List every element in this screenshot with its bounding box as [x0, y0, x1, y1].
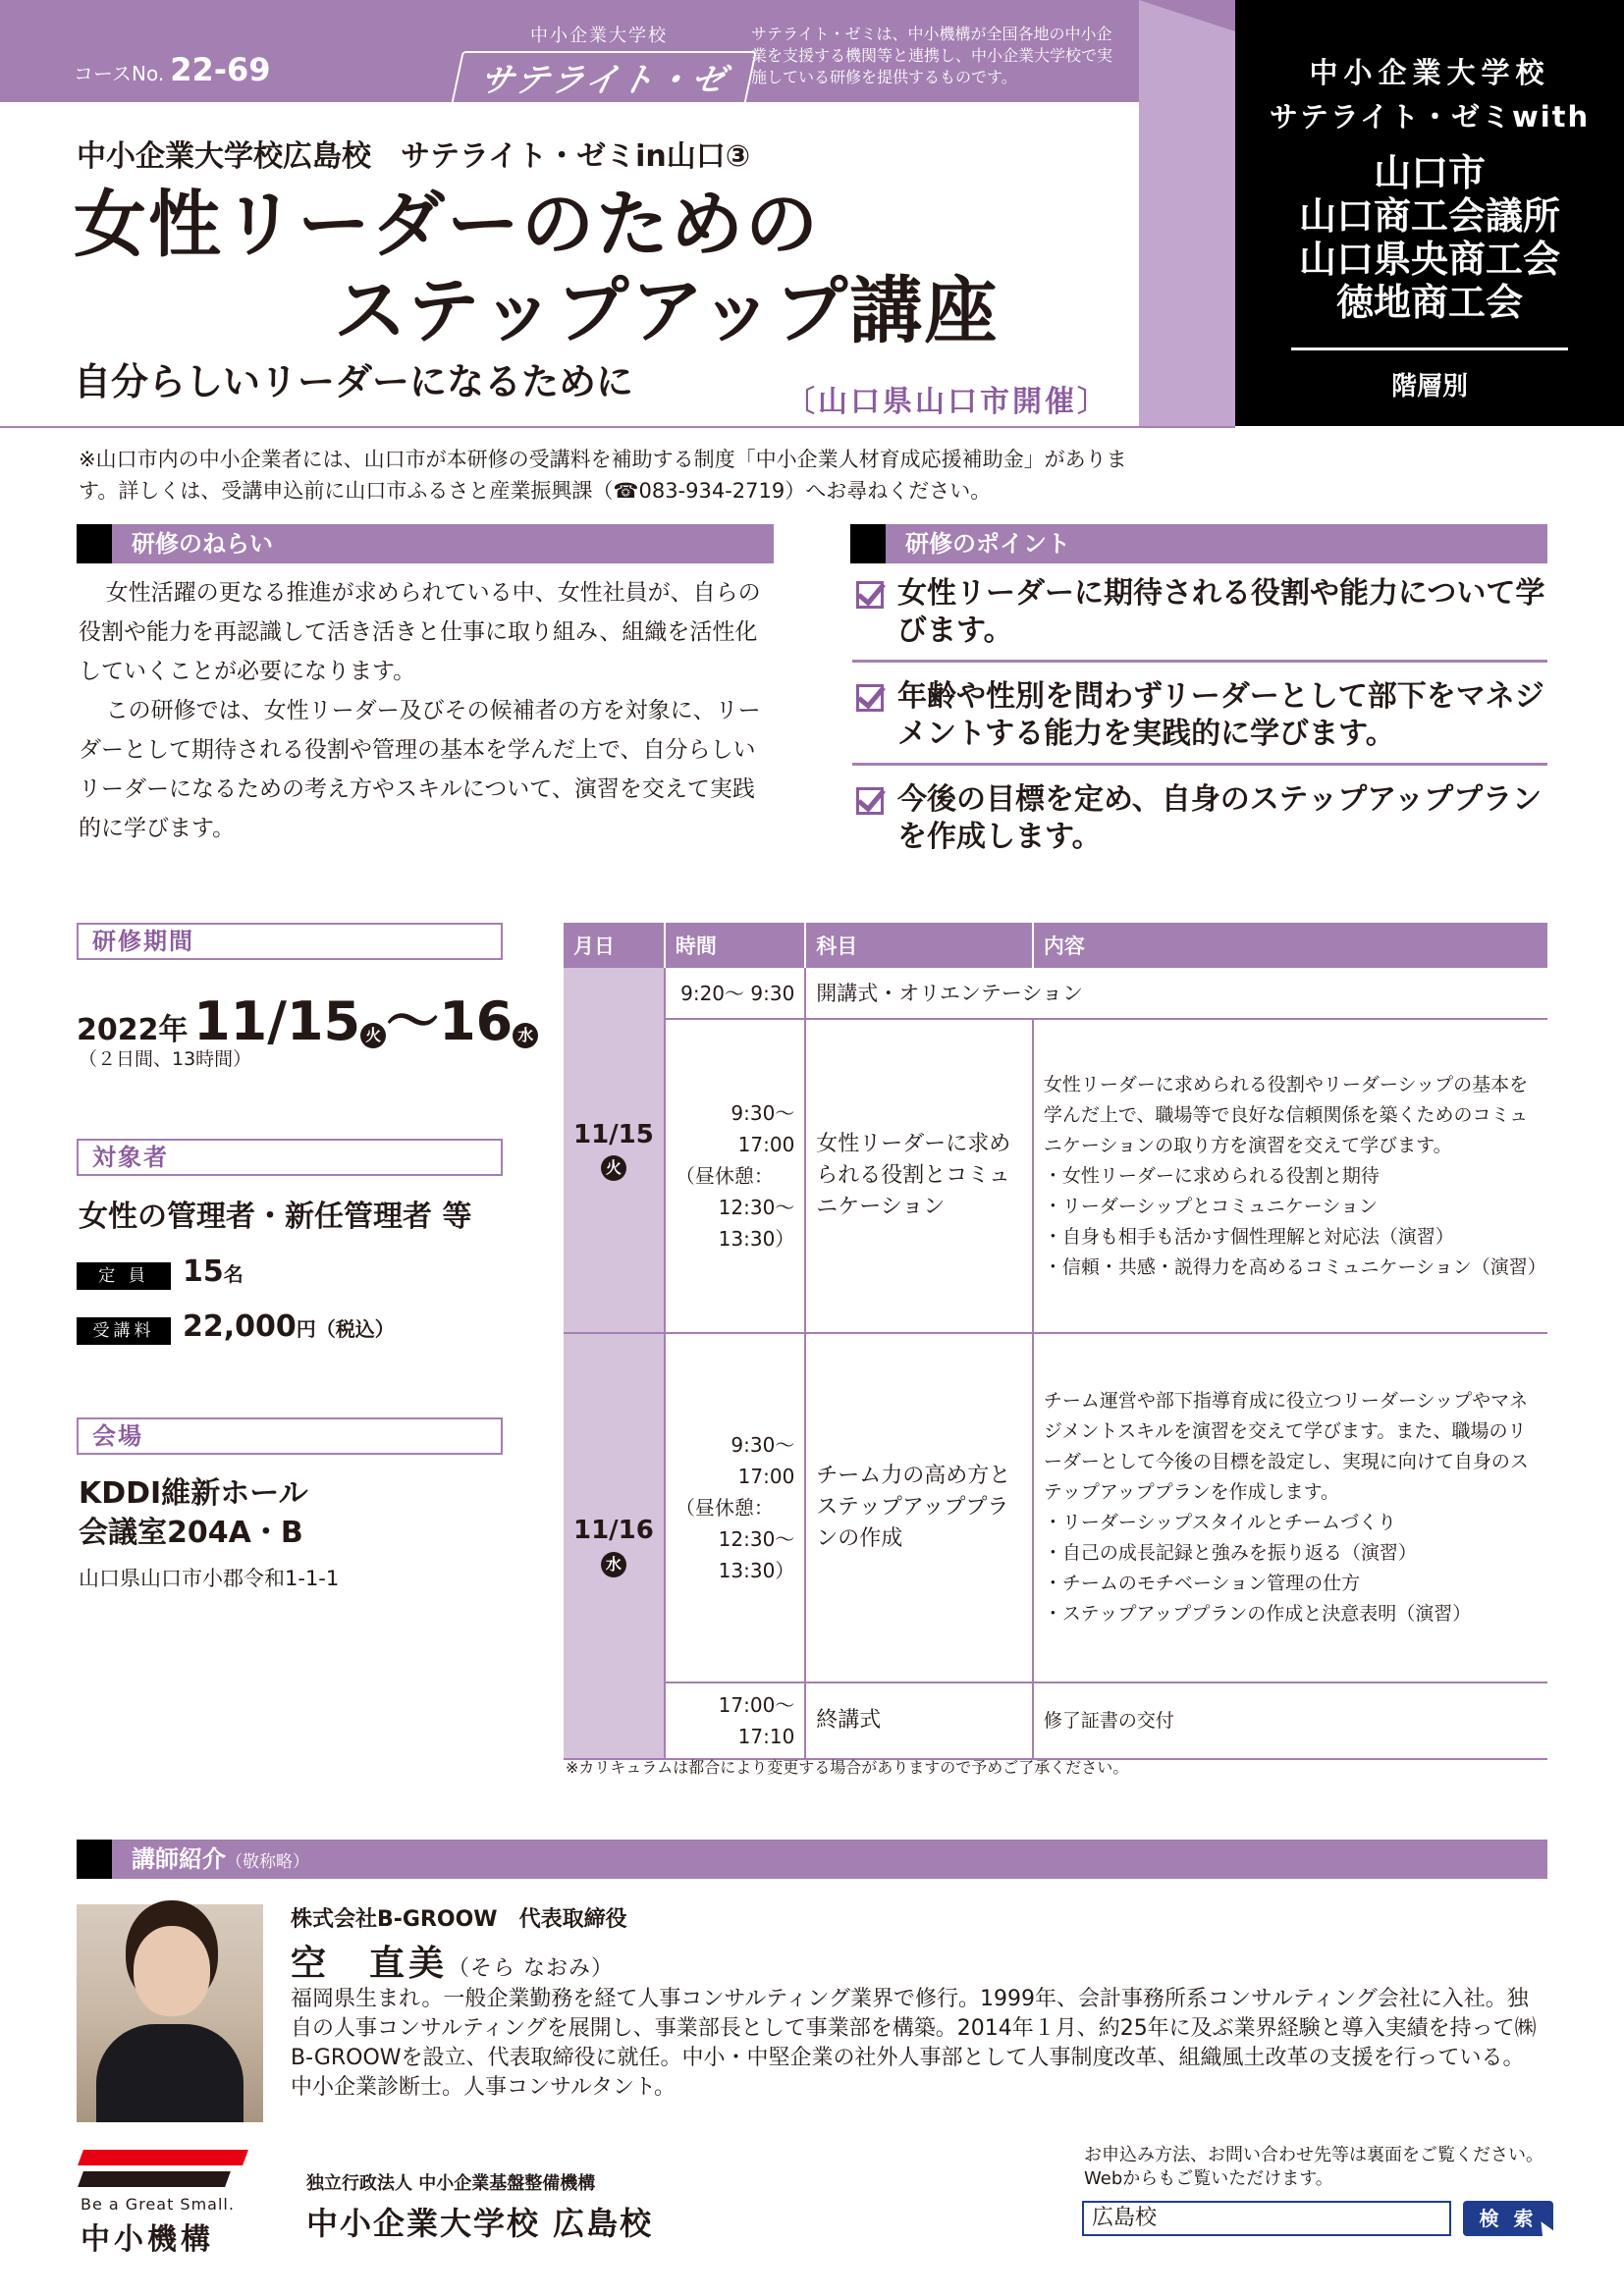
col-header-time: 時間: [665, 923, 805, 968]
checkbox-icon: [856, 581, 884, 609]
points-list: [852, 571, 1547, 878]
fee-value: 22,000円（税込）: [183, 1309, 395, 1344]
schedule-note: ※カリキュラムは都合により変更する場合がありますので予めご了承ください。: [566, 1758, 1129, 1777]
day-cell: 11/16 水: [564, 1333, 665, 1759]
instructor-photo: [77, 1904, 263, 2122]
satellite-zemi-logo: 中小企業大学校 サテライト・ゼミ: [452, 22, 746, 98]
divider: [1291, 347, 1568, 350]
subsidy-note: ※山口市内の中小企業者には、山口市が本研修の受講料を補助する制度「中小企業人材育成応援補助金」があります。詳しくは、受講申込前に山口市ふるさと産業振興課（☎083-934-2719）へお尋ねください。: [79, 448, 1127, 503]
partner-box: 中小企業大学校 サテライト・ゼミwith 山口市 山口商工会議所 山口県央商工会 徳地商工会 階層別: [1235, 0, 1624, 426]
col-header-subject: 科目: [805, 923, 1033, 968]
venue-name: KDDI維新ホール 会議室204A・B: [79, 1476, 308, 1550]
partner-orgs: 山口市 山口商工会議所 山口県央商工会 徳地商工会: [1298, 151, 1560, 324]
search-button[interactable]: 検 索: [1463, 2201, 1553, 2236]
target-value: 女性の管理者・新任管理者 等: [79, 1200, 472, 1234]
checkbox-icon: [856, 684, 884, 712]
time-cell: 17:00～17:10: [665, 1682, 805, 1759]
org-name: 中小企業大学校 広島校: [306, 2205, 654, 2242]
time-cell: 9:30～17:00 （昼休憩： 12:30～13:30）: [665, 1019, 805, 1333]
capacity-label: 定 員: [77, 1262, 171, 1290]
subject-cell: チーム力の高め方とステップアッププランの作成: [805, 1333, 1033, 1682]
apply-note: お申込み方法、お問い合わせ先等は裏面をご覧ください。 Webからもご覧いただけます。: [1084, 2145, 1543, 2189]
divider: [0, 426, 1235, 428]
time-cell: 9:20～ 9:30: [665, 968, 805, 1019]
instructor-bio: 福岡県生まれ。一般企業勤務を経て人事コンサルティング業界で修行。1999年、会計事務所系コンサルティング会社に入社。独自の人事コンサルティングを展開し、事業部長として事業部を構築。2014年１月、約25年に及ぶ業界経験と導入実績を持って㈱B-GROOWを設立、代表取締役に就任。中小・中堅企業の社外人事部として人事制度改革、組織風土改革の支援を行っている。 中小企業診断士。人事コンサルタント。: [291, 1987, 1537, 2100]
venue-address: 山口県山口市小郡令和1-1-1: [79, 1567, 340, 1590]
page-title-line2: ステップアップ講座: [334, 269, 1000, 353]
point-item: 女性リーダーに期待される役割や能力について学びます。: [852, 571, 1547, 663]
logo-name: 中小機構: [81, 2222, 214, 2257]
table-row: [564, 1019, 1547, 1333]
satellite-note: サテライト・ゼミは、中小機構が全国各地の中小企業を支援する機関等と連携し、中小企業大学校で実施している研修を提供するものです。: [751, 25, 1113, 86]
school-line: 中小企業大学校広島校 サテライト・ゼミin山口③: [77, 139, 751, 174]
search-input[interactable]: 広島校: [1082, 2201, 1451, 2236]
capacity-value: 15名: [183, 1255, 244, 1289]
level-label: 階層別: [1390, 372, 1468, 401]
col-header-date: 月日: [564, 923, 665, 968]
venue-label: 会場: [77, 1417, 503, 1455]
subject-cell: 開講式・オリエンテーション: [805, 968, 1547, 1019]
time-cell: 9:30～17:00 （昼休憩： 12:30～13:30）: [665, 1333, 805, 1682]
points-heading: 研修のポイント: [850, 524, 1547, 563]
instructor-heading: 講師紹介（敬称略）: [77, 1840, 1547, 1879]
table-row: [564, 1333, 1547, 1682]
point-item: 今後の目標を定め、自身のステップアッププランを作成します。: [852, 777, 1547, 866]
content-cell: 修了証書の交付: [1033, 1682, 1547, 1759]
content-cell: チーム運営や部下指導育成に役立つリーダーシップやマネジメントスキルを演習を交えて学びます。また、職場のリーダーとして今後の目標を設定し、実現に向けて自身のステップアッププランを作成します。 ・リーダーシップスタイルとチームづくり ・自己の成長記録と強みを振り返る（演習） ・チームのモチベーション管理の仕方 ・ステップアッププランの作成と決意表明（演習）: [1033, 1333, 1547, 1682]
instructor-name: 空 直美（そら なおみ）: [291, 1944, 615, 1984]
purple-fold-decoration: [1139, 0, 1235, 426]
logo-tagline: Be a Great Small.: [81, 2195, 235, 2214]
smrj-logo-icon: [81, 2150, 245, 2189]
day-cell: 11/15 火: [564, 968, 665, 1333]
point-item: 年齢や性別を問わずリーダーとして部下をマネジメントする能力を実践的に学びます。: [852, 674, 1547, 766]
table-row: [564, 1682, 1547, 1759]
content-cell: 女性リーダーに求められる役割やリーダーシップの基本を学んだ上で、職場等で良好な信頼関係を築くためのコミュニケーションの取り方を演習を交えて学びます。 ・女性リーダーに求められる役割と期待 ・リーダーシップとコミュニケーション ・自身も相手も活かす個性理解と対応法（演習） ・信頼・共感・説得力を高めるコミュニケーション（演習）: [1033, 1019, 1547, 1333]
target-label: 対象者: [77, 1139, 503, 1176]
checkbox-icon: [856, 787, 884, 815]
col-header-content: 内容: [1033, 923, 1547, 968]
period-duration: （２日間、13時間）: [79, 1048, 252, 1070]
page-subtitle: 自分らしいリーダーになるために: [74, 360, 634, 403]
aim-heading: 研修のねらい: [77, 524, 774, 563]
fee-label: 受講料: [77, 1317, 171, 1345]
table-header-row: [564, 923, 1547, 968]
page-title-line1: 女性リーダーのための: [74, 183, 820, 267]
org-parent: 独立行政法人 中小企業基盤整備機構: [306, 2173, 596, 2194]
period-dates: 2022年 11/15 火～16 水: [77, 980, 538, 1055]
venue-tag: 〔山口県山口市開催〕: [785, 385, 1110, 419]
schedule-table: [564, 923, 1547, 1760]
aim-text: 女性活躍の更なる推進が求められている中、女性社員が、自らの役割や能力を再認識して活き活きと仕事に取り組み、組織を活性化していくことが必要になります。 この研修では、女性リーダー及びその候補者の方を対象に、リーダーとして期待される役割や管理の基本を学んだ上で、自分らしいリーダーになるための考え方やスキルについて、演習を交えて実践的に学びます。: [79, 580, 761, 841]
subject-cell: 女性リーダーに求められる役割とコミュニケーション: [805, 1019, 1033, 1333]
period-label: 研修期間: [77, 923, 503, 960]
course-number: コースNo. 22-69: [74, 51, 271, 88]
instructor-company: 株式会社B-GROOW 代表取締役: [291, 1907, 627, 1932]
subject-cell: 終講式: [805, 1682, 1033, 1759]
table-row: [564, 968, 1547, 1019]
